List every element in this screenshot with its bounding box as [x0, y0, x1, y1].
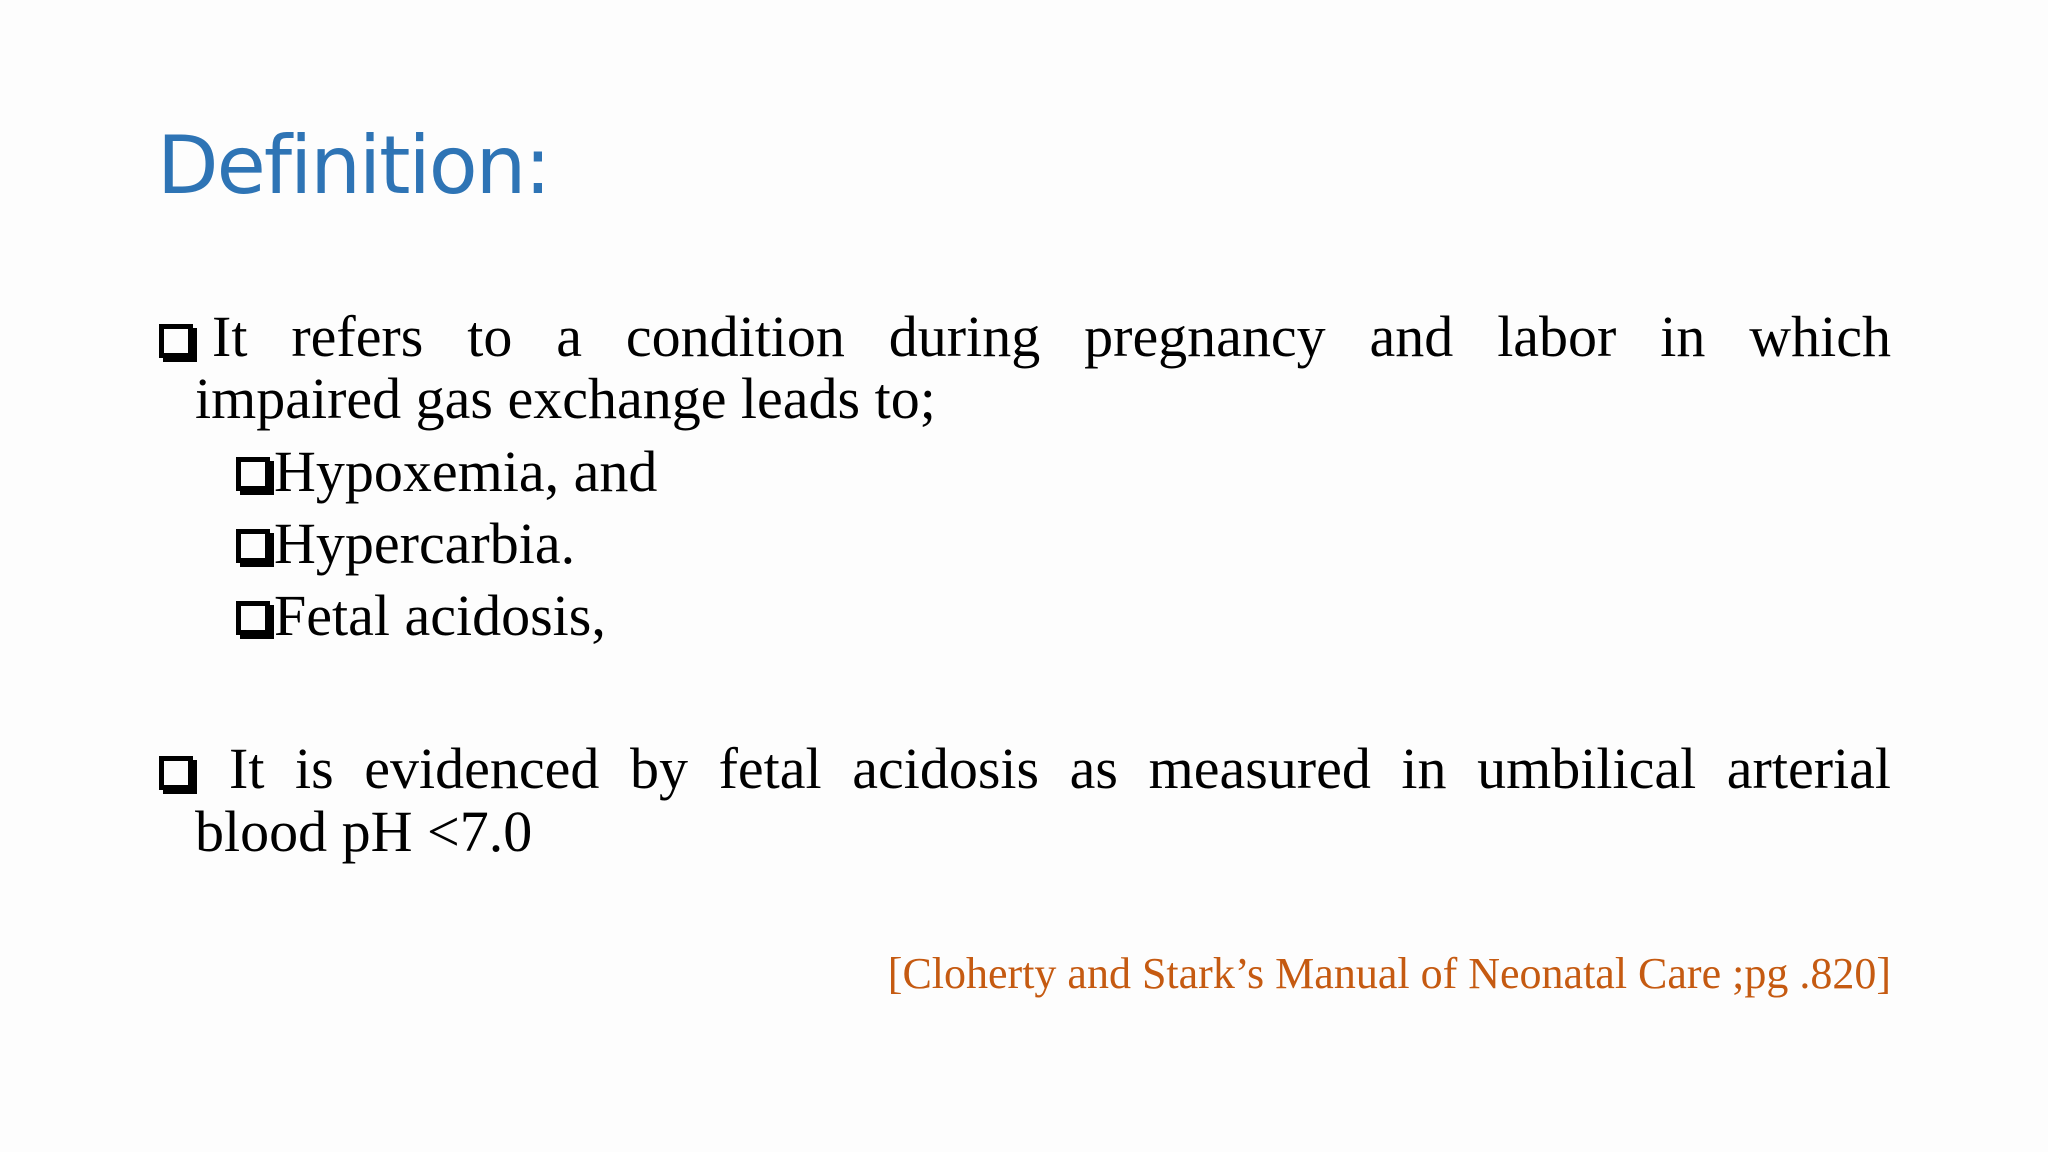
- checkbox-bullet-icon: [236, 529, 270, 563]
- point-2-line-2: blood pH <7.0: [195, 799, 533, 864]
- point-1-line-2: impaired gas exchange leads to;: [195, 366, 936, 431]
- checkbox-bullet-icon: [159, 756, 193, 790]
- checkbox-bullet-icon: [236, 601, 270, 635]
- checkbox-bullet-icon: [159, 324, 193, 358]
- sub-point-fetal-acidosis: Fetal acidosis,: [236, 585, 606, 646]
- point-1-line-1: It refers to a condition during pregnancy and labor in which: [212, 304, 1891, 369]
- slide-title: Definition:: [157, 119, 550, 212]
- citation: [Cloherty and Stark’s Manual of Neonatal Care ;pg .820]: [887, 949, 1891, 998]
- point-2-line-1: It is evidenced by fetal acidosis as measured in umbilical arterial: [229, 736, 1891, 801]
- sub-point-hypoxemia: Hypoxemia, and: [236, 441, 657, 502]
- checkbox-bullet-icon: [236, 457, 270, 491]
- sub-point-hypercarbia: Hypercarbia.: [236, 513, 575, 574]
